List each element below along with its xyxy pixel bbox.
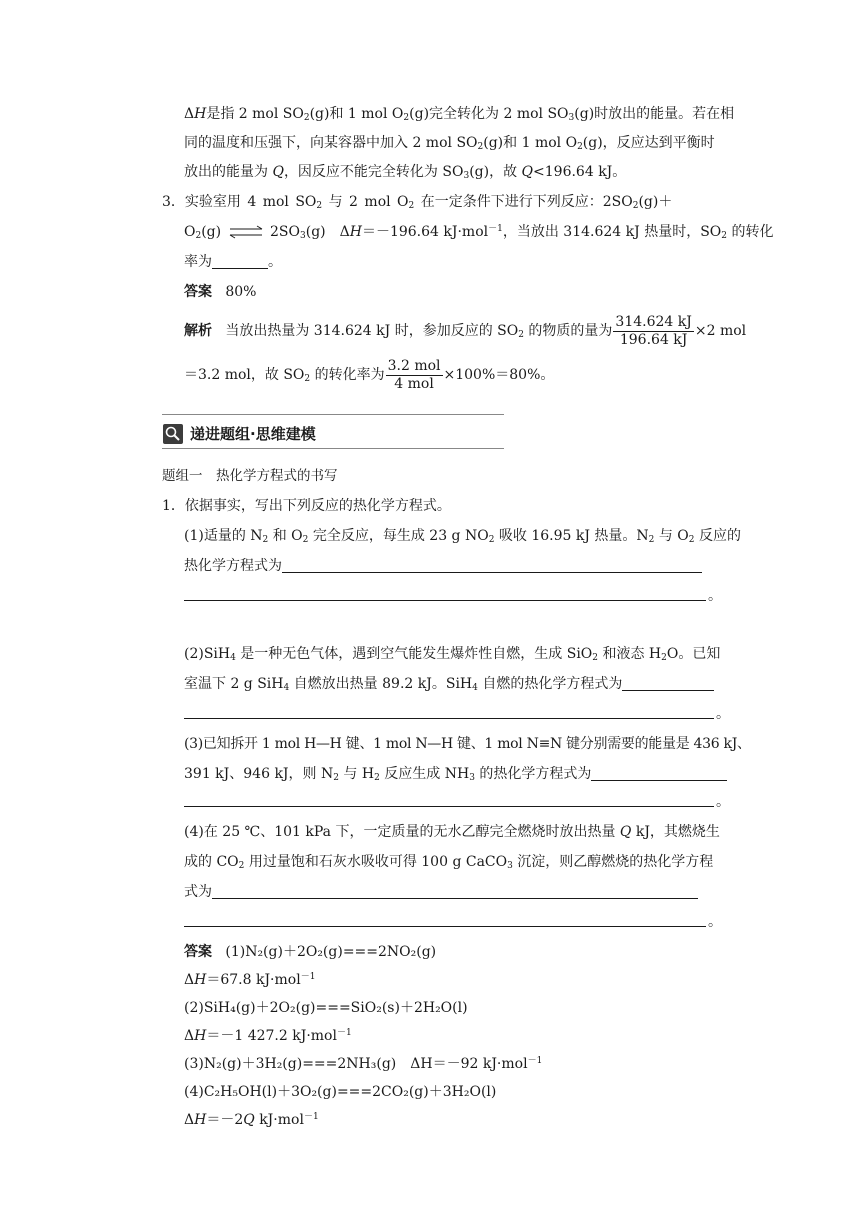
q1-prompt: 1．依据事实，写出下列反应的热化学方程式。 — [162, 498, 451, 514]
answer-blank — [212, 254, 268, 269]
heading-rule-top — [162, 414, 504, 415]
answer-2: (2)SiH₄(g)＋2O₂(g)===SiO₂(s)＋2H₂O(l) — [184, 1000, 468, 1016]
p1-line-2: 热化学方程式为 — [184, 556, 702, 576]
answer-blank-line — [184, 926, 706, 927]
intro-line-1: ΔH是指 2 mol $SO_2(g)$和 1 mol $O_2(g)$完全转化为 2 mol $SO_3(g)$时放出的能量。若在相 — [184, 106, 735, 123]
p1-line-1: (1)适量的 $N_2$ 和 $O_2$ 完全反应，每生成 23 g $NO_2$ 吸收 16.95 kJ 热量。$N_2$ 与 $O_2$ 反应的 — [184, 528, 741, 545]
q3-line-2: $O_2(g)$ $2SO_3(g)$ ΔH＝－196.64 kJ·mol$^{-1}$，当放出 314.624 kJ 热量时，$SO_2$ 的转化 — [184, 224, 774, 241]
answer-blank — [212, 884, 698, 899]
q3-line-3: 率为 。 — [184, 254, 282, 270]
answer-2-dh: ΔH＝－1 427.2 kJ·mol$^{-1}$ — [184, 1028, 352, 1044]
answer-1-dh: ΔH＝67.8 kJ·mol$^{-1}$ — [184, 972, 316, 988]
p3-line-2: 391 kJ、946 kJ，则 $N_2$ 与 $H_2$ 反应生成 $NH_3$ 的热化学方程式为 — [184, 764, 727, 784]
reversible-arrow-icon — [226, 225, 266, 239]
group-title: 题组一 热化学方程式的书写 — [162, 468, 338, 484]
p4-line-1: (4)在 25 ℃、101 kPa 下，一定质量的无水乙醇完全燃烧时放出热量 Q kJ，其燃烧生 — [184, 824, 720, 840]
period: 。 — [708, 914, 722, 930]
p2-line-1: (2)SiH$_4$ 是一种无色气体，遇到空气能发生爆炸性自燃，生成 SiO$_2$ 和液态 $H_2O$。已知 — [184, 646, 721, 663]
answer-1: 答案 (1)N₂(g)＋2O₂(g)===2NO₂(g) — [184, 944, 437, 960]
answer-blank-line — [184, 806, 714, 807]
answer-blank-line — [184, 600, 706, 601]
answer-blank — [591, 766, 727, 781]
fraction-conversion: $\frac{\text{3.2 mol}}{\text{4 mol}}$ — [387, 357, 441, 392]
answer-4-dh: ΔH＝－2Q kJ·mol$^{-1}$ — [184, 1112, 319, 1128]
q3-answer: 答案 80% — [184, 284, 257, 300]
fraction-heat-ratio: $\frac{314.624 kJ}{196.64 kJ}$ — [615, 313, 692, 348]
q3-analysis-line-1: 解析 当放出热量为 314.624 kJ 时，参加反应的 $SO_2$ 的物质的量为 $\frac{314.624 kJ}{196.64 kJ}$ ×2 mol — [184, 313, 747, 348]
answer-blank — [282, 558, 702, 573]
intro-line-2: 同的温度和压强下，向某容器中加入 2 mol $SO_2(g)$和 1 mol $O_2(g)$，反应达到平衡时 — [184, 135, 715, 152]
period: 。 — [708, 588, 722, 604]
p3-line-1: (3)已知拆开 1 mol H—H 键、1 mol N—H 键、1 mol N≡N 键分别需要的能量是 436 kJ、 — [184, 736, 751, 752]
period: 。 — [716, 706, 730, 722]
section-heading: 递进题组·思维建模 — [190, 425, 316, 443]
answer-blank — [622, 676, 714, 691]
answer-3: (3)N₂(g)＋3H₂(g)===2NH₃(g) ΔH＝－92 kJ·mol$^{-1}$ — [184, 1056, 543, 1072]
answer-4: (4)C₂H₅OH(l)＋3O₂(g)===2CO₂(g)＋3H₂O(l) — [184, 1084, 497, 1100]
answer-blank-line — [184, 718, 714, 719]
period: 。 — [716, 794, 730, 810]
heading-rule-bottom — [162, 448, 504, 449]
q3-analysis-line-2: ＝3.2 mol，故 $SO_2$ 的转化率为 $\frac{\text{3.2 mol}}{\text{4 mol}}$ ×100%＝80%。 — [184, 357, 555, 392]
magnifier-pen-icon — [163, 424, 183, 444]
intro-line-3: 放出的能量为 Q，因反应不能完全转化为 $SO_3(g)$，故 Q<196.64 kJ。 — [184, 164, 627, 181]
p4-line-2: 成的 $CO_2$ 用过量饱和石灰水吸收可得 100 g CaCO$_3$ 沉淀，则乙醇燃烧的热化学方程 — [184, 854, 714, 871]
q3-line-1: 3．实验室用 4 mol $SO_2$ 与 2 mol $O_2$ 在一定条件下进行下列反应：$2SO_2(g)+$ — [162, 194, 673, 211]
p4-line-3: 式为 — [184, 882, 698, 902]
p2-line-2: 室温下 2 g SiH$_4$ 自燃放出热量 89.2 kJ。SiH$_4$ 自燃的热化学方程式为 — [184, 674, 714, 694]
